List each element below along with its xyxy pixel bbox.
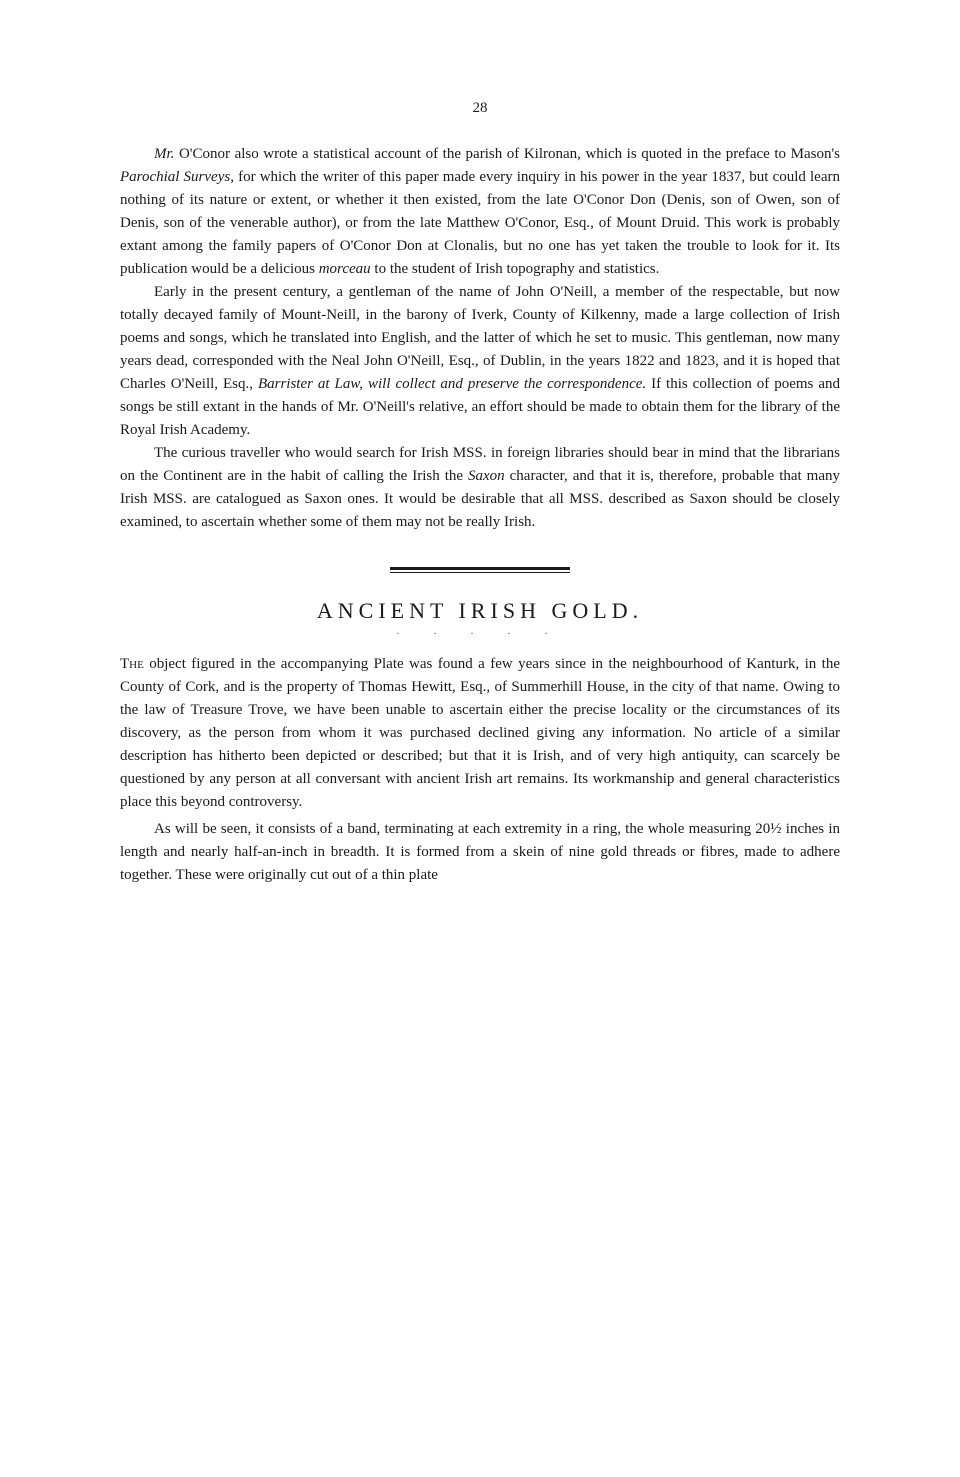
paragraph-italic: morceau <box>318 261 371 277</box>
paragraph-text: O'Conor also wrote a statistical account of the parish of Kilronan, which is quoted in the preface to Mason's <box>174 146 840 162</box>
paragraph-band-description <box>120 818 840 887</box>
paragraph-object-figured <box>120 653 840 814</box>
paragraph-text: character, and that it is, therefore, probable that many Irish MSS. are catalogued as Saxon ones. It would be desirable that all MSS. described as Saxon should be closely examined, to ascertain whether some of them may not be really Irish. <box>120 468 840 530</box>
paragraph-text: Early in the present century, a gentleman of the name of John O'Neill, a member of the respectable, but now totally decayed family of Mount-Neill, in the barony of Iverk, County of Kilkenny, made a large collection of Irish poems and songs, which he translated into English, and the latter of which he set to music. This gentleman, now many years dead, corresponded with the Neal John O'Neill, Esq., of Dublin, in the years 1822 and 1823, and it is hoped that Charles O'Neill, Esq., <box>120 284 840 392</box>
heading-ornament-dots: . . . . . <box>396 626 564 637</box>
page-number: 28 <box>472 100 488 116</box>
section-heading: ANCIENT IRISH GOLD. <box>316 598 644 623</box>
paragraph-smallcaps-lead: The <box>120 656 144 672</box>
paragraph-italic: Parochial Surveys, <box>120 169 234 185</box>
paragraph-john-oneill <box>120 281 840 442</box>
paragraph-text: to the student of Irish topography and statistics. <box>370 261 660 277</box>
paragraph-lead: Mr. <box>154 146 175 162</box>
paragraph-curious-traveller <box>120 442 840 534</box>
section-continued-text <box>120 143 840 534</box>
paragraph-text: As will be seen, it consists of a band, terminating at each extremity in a ring, the whole measuring 20½ inches in length and nearly half-an-inch in breadth. It is formed from a skein of nine gold threads or fibres, made to adhere together. These were originally cut out of a thin plate <box>120 821 840 883</box>
paragraph-italic: Barrister at Law, will collect and preserve the correspondence. <box>257 376 647 392</box>
section-ancient-irish-gold <box>120 653 840 887</box>
paragraph-text: If this collection of poems and songs be still extant in the hands of Mr. O'Neill's relative, an effort should be made to obtain them for the library of the Royal Irish Academy. <box>120 376 841 438</box>
paragraph-text: The curious traveller who would search for Irish MSS. in foreign libraries should bear in mind that the librarians on the Continent are in the habit of calling the Irish the <box>120 445 840 484</box>
paragraph-italic: Saxon <box>468 468 505 484</box>
divider-rule <box>390 567 570 573</box>
paragraph-text: object figured in the accompanying Plate was found a few years since in the neighbourhood of Kanturk, in the County of Cork, and is the property of Thomas Hewitt, Esq., of Summerhill House, in the city of that name. Owing to the law of Treasure Trove, we have been unable to ascertain either the precise locality or the circumstances of its discovery, as the person from whom it was purchased declined giving any information. No article of a similar description has hitherto been depicted or described; but that it is Irish, and of very high antiquity, can scarcely be questioned by any person at all conversant with ancient Irish art remains. Its workmanship and general characteristics place this beyond controversy. <box>120 656 840 810</box>
paragraph-text: for which the writer of this paper made every inquiry in his power in the year 1837, but could learn nothing of its nature or extent, or whether it then existed, from the late O'Conor Don (Denis, son of Owen, son of Denis, son of the venerable author), or from the late Matthew O'Conor, Esq., of Mount Druid. This work is probably extant among the family papers of O'Conor Don at Clonalis, but no one has yet taken the trouble to look for it. Its publication would be a delicious <box>120 169 840 277</box>
document-page <box>120 100 840 887</box>
section-divider <box>120 560 840 578</box>
paragraph-oconor-statistical-account <box>120 143 840 281</box>
